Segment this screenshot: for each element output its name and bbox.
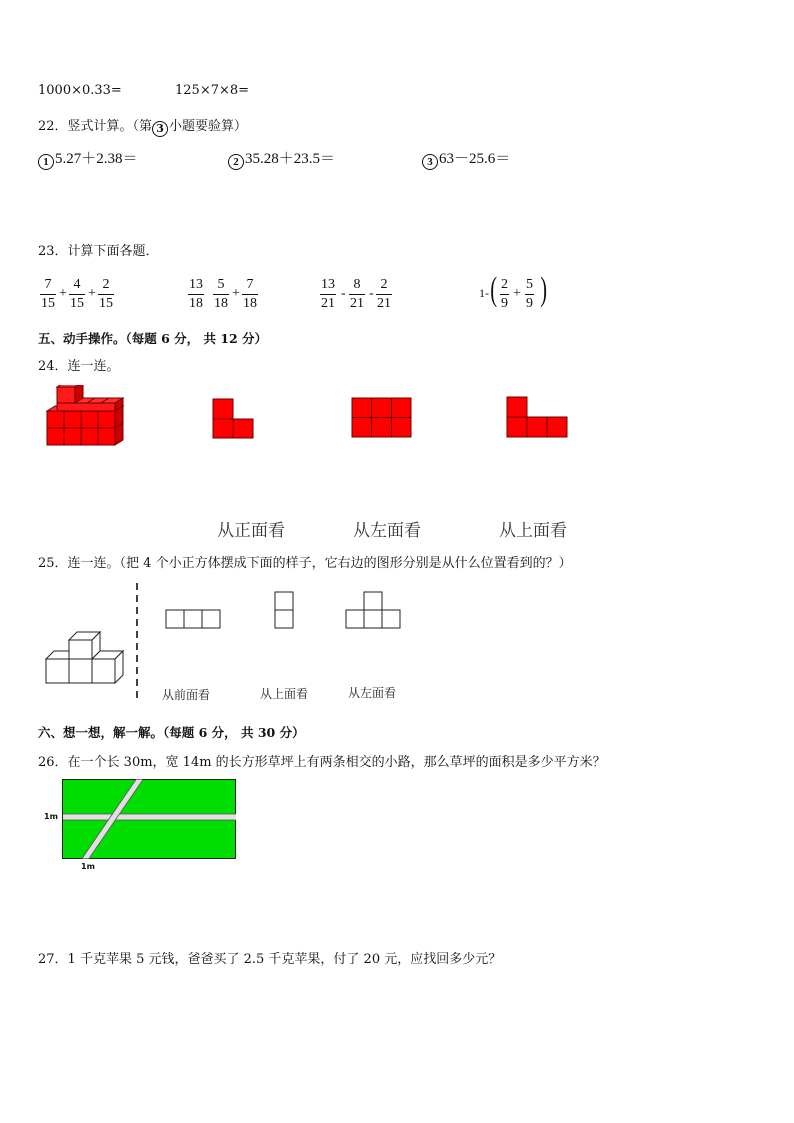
q24-3d-figure [44, 385, 128, 447]
q25-label-2: 从上面看 [260, 687, 309, 701]
q25-title: 25．连一连。（把 4 个小正方体摆成下面的样子，它右边的图形分别是从什么位置看到的？） [38, 556, 572, 571]
q23-p1-b-den: 15 [70, 296, 84, 311]
q23-p3-frac-a [320, 277, 336, 311]
q24-view-shape-3 [506, 396, 570, 439]
q23-p2-frac-b [213, 277, 229, 311]
q23-p1-frac-a [40, 277, 56, 311]
q22-item-3-number: 3 [422, 154, 438, 170]
q23-p1-b-num: 4 [73, 277, 81, 292]
q22-item-1-expr: 5.27＋2.38＝ [55, 151, 138, 167]
q23-p3-a-num: 13 [321, 277, 335, 292]
q24-title: 24．连一连。 [38, 359, 120, 374]
q22-item-1 [38, 147, 138, 170]
q23-p4-frac-b [525, 277, 534, 311]
q25-3d-figure [44, 628, 126, 688]
q25-label-1: 从前面看 [162, 688, 211, 702]
q23-p3-frac-b [349, 277, 365, 311]
q23-p4-paren-open: ( [490, 271, 498, 308]
q27-title: 27．1 千克苹果 5 元钱，爸爸买了 2.5 千克苹果，付了 20 元，应找回多少元？ [38, 952, 502, 967]
q22-circle-number: 3 [152, 121, 168, 137]
q23-p3-op2: - [369, 286, 374, 301]
q23-p3-b-num: 8 [353, 277, 361, 292]
q25-view-shape-3 [345, 591, 403, 630]
q22-item-3 [422, 147, 510, 170]
q23-title: 23．计算下面各题． [38, 244, 159, 259]
section-5-title: 五、动手操作。（每题 6 分， 共 12 分） [38, 331, 268, 346]
q23-p2-a-num: 13 [189, 277, 203, 292]
q22-item-2 [228, 147, 335, 170]
q22-item-1-number: 1 [38, 154, 54, 170]
q26-label-left: 1m [44, 812, 58, 821]
q24-label-left: 从左面看 [353, 521, 421, 541]
section-6-title: 六、想一想，解一解。（每题 6 分， 共 30 分） [38, 725, 305, 740]
q23-p1-c-den: 15 [99, 296, 113, 311]
q23-p2-op2: + [232, 286, 240, 301]
q23-p2-a-den: 18 [189, 296, 203, 311]
q22-title-tail: 小题要验算） [169, 119, 248, 134]
q26-title: 26．在一个长 30m，宽 14m 的长方形草坪上有两条相交的小路，那么草坪的面积是多少平方米？ [38, 755, 606, 770]
q23-p1-a-den: 15 [41, 296, 55, 311]
q23-p2-c-num: 7 [246, 277, 254, 292]
q25-label-3: 从左面看 [348, 686, 397, 700]
q23-p3-c-num: 2 [380, 277, 388, 292]
q23-p1-op2: + [88, 286, 96, 301]
q25-view-shape-2 [274, 591, 296, 630]
q23-p3-c-den: 21 [377, 296, 391, 311]
q25-view-shape-1 [165, 609, 223, 630]
q24-view-shape-2 [351, 397, 413, 439]
q23-p4-lead: 1- [479, 286, 489, 300]
q23-p3-b-den: 21 [350, 296, 364, 311]
q23-p2-b-den: 18 [214, 296, 228, 311]
q23-p3-a-den: 21 [321, 296, 335, 311]
q23-p1-frac-b [69, 277, 85, 311]
q25-dashed-divider [134, 583, 140, 703]
q26-label-bottom: 1m [81, 862, 95, 871]
q22-item-2-expr: 35.28＋23.5＝ [245, 151, 336, 167]
q23-p2-c-den: 18 [243, 296, 257, 311]
q23-p2-frac-c [242, 277, 258, 311]
q23-p3-frac-c [376, 277, 392, 311]
q23-p4-a-num: 2 [501, 277, 508, 292]
q22-item-2-number: 2 [228, 154, 244, 170]
q23-p4-b-num: 5 [526, 277, 533, 292]
q22-title [38, 115, 247, 137]
q23-p1-c-num: 2 [102, 277, 110, 292]
q24-label-front: 从正面看 [217, 521, 285, 541]
q23-p4-b-den: 9 [526, 296, 533, 311]
q23-p4-op1: + [513, 286, 521, 301]
q23-p1-op1: + [59, 286, 67, 301]
q23-p1-a-num: 7 [44, 277, 52, 292]
q24-label-top: 从上面看 [499, 521, 567, 541]
q26-lawn-diagram [62, 779, 237, 860]
q23-p2-b-num: 5 [217, 277, 225, 292]
q22-item-3-expr: 63－25.6＝ [439, 151, 511, 167]
q23-p4-paren-close: ) [540, 271, 548, 308]
q23-p4-frac-a [500, 277, 509, 311]
q21-expression-1: 1000×0.33= [38, 83, 122, 98]
q24-view-shape-1 [212, 398, 256, 440]
q23-p2-frac-a [188, 277, 204, 311]
q23-p3-op1: - [341, 286, 346, 301]
q23-p4-a-den: 9 [501, 296, 508, 311]
q22-title-text: 22．竖式计算。（第 [38, 119, 153, 134]
q21-expression-2: 125×7×8= [175, 83, 250, 98]
q23-p1-frac-c [98, 277, 114, 311]
